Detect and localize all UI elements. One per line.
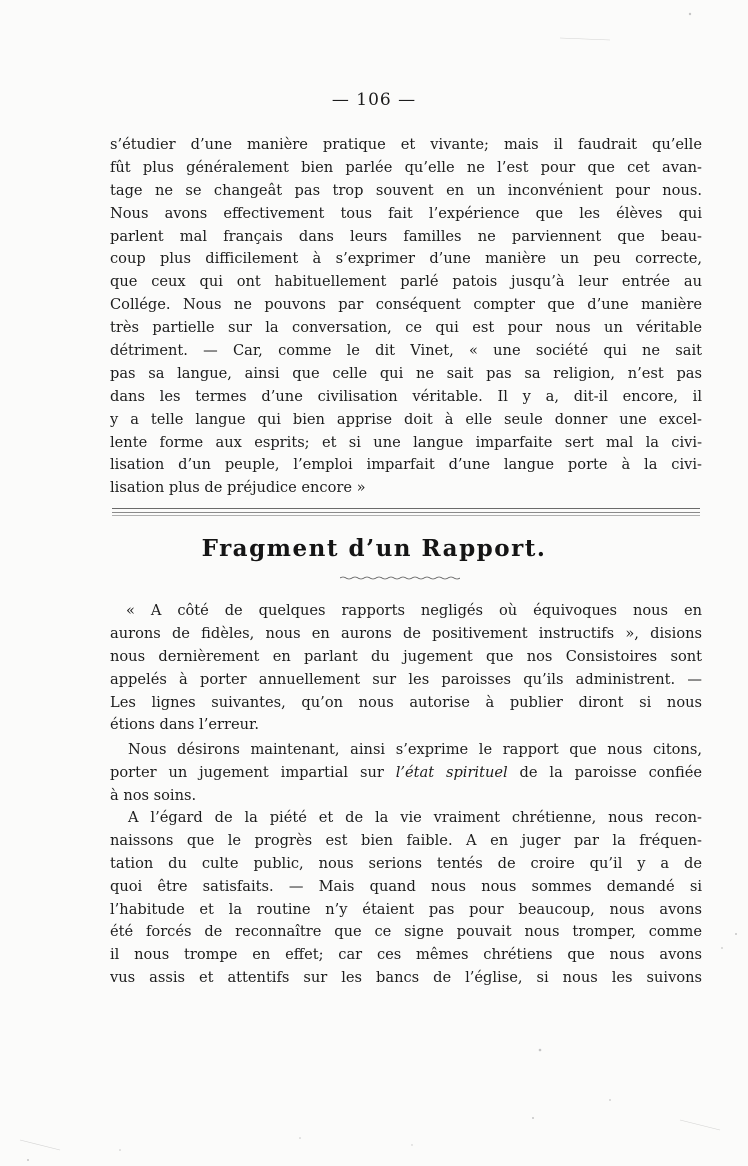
text-line: très partielle sur la conversation, ce qui est pour nous un véritable — [110, 319, 702, 337]
title-ornament — [340, 576, 460, 581]
section-divider — [112, 515, 700, 516]
text-line: dans les termes d’une civilisation véritable. Il y a, dit-il encore, il — [110, 387, 702, 405]
text-line: parlent mal français dans leurs familles ne parviennent que beau- — [110, 227, 702, 245]
text-line: A l’égard de la piété et de la vie vraiment chrétienne, nous recon- — [128, 809, 702, 826]
italic-phrase: l’état spirituel — [395, 763, 508, 781]
paragraph-report-intro — [110, 600, 702, 737]
text-line: vus assis et attentifs sur les bancs de l’église, si nous les suivons — [110, 969, 702, 987]
text-line: été forcés de reconnaître que ce signe pouvait nous tromper, comme — [110, 923, 702, 941]
text-line: l’habitude et la routine n’y étaient pas pour beaucoup, nous avons — [110, 900, 702, 918]
text-line: Collége. Nous ne pouvons par conséquent compter que d’une manière — [110, 296, 702, 314]
text-line: à nos soins. — [110, 786, 197, 804]
section-title: Fragment d’un Rapport. — [201, 535, 547, 562]
text-line: lisation d’un peuple, l’emploi imparfait d’une langue porte à la civi- — [110, 456, 702, 474]
paragraph-language-study — [110, 134, 702, 500]
text-line: que ceux qui ont habituellement parlé patois jusqu’à leur entrée au — [110, 273, 702, 291]
section-divider — [112, 512, 700, 513]
text-line: Les lignes suivantes, qu’on nous autorise à publier diront si nous — [110, 693, 702, 711]
text-segment: porter un jugement impartial sur — [110, 763, 396, 781]
text-line — [110, 762, 702, 785]
text-line: tation du culte public, nous serions tentés de croire qu’il y a de — [110, 854, 702, 872]
text-segment: de la paroisse confiée — [507, 763, 702, 781]
text-line: aurons de fidèles, nous en aurons de positivement instructifs », disions — [110, 624, 702, 642]
text-line: nous dernièrement en parlant du jugement que nos Consistoires sont — [110, 647, 702, 665]
text-line: il nous trompe en effet; car ces mêmes chrétiens que nous avons — [110, 946, 702, 964]
text-line: s’étudier d’une manière pratique et vivante; mais il faudrait qu’elle — [110, 136, 702, 153]
text-line: pas sa langue, ainsi que celle qui ne sait pas sa religion, n’est pas — [110, 364, 702, 382]
text-line: lente forme aux esprits; et si une langue imparfaite sert mal la civi- — [110, 433, 702, 451]
paragraph-piety — [110, 807, 702, 990]
text-line: coup plus difficilement à s’exprimer d’une manière un peu correcte, — [110, 250, 702, 268]
text-line: détriment. — Car, comme le dit Vinet, « une société qui ne sait — [110, 342, 702, 360]
text-line: fût plus généralement bien parlée qu’elle ne l’est pour que cet avan- — [110, 158, 702, 176]
text-line: appelés à porter annuellement sur les paroisses qu’ils administrent. — — [110, 670, 702, 688]
paragraph-report-purpose — [110, 739, 702, 808]
text-line: lisation plus de préjudice encore » — [110, 479, 366, 497]
text-line: Nous désirons maintenant, ainsi s’exprime le rapport que nous citons, — [128, 741, 702, 758]
text-line: étions dans l’erreur. — [110, 716, 259, 734]
text-line: quoi être satisfaits. — Mais quand nous nous sommes demandé si — [110, 877, 702, 895]
text-line: Nous avons effectivement tous fait l’expérience que les élèves qui — [110, 204, 702, 222]
text-line: tage ne se changeât pas trop souvent en un inconvénient pour nous. — [110, 181, 702, 199]
text-line: « A côté de quelques rapports negligés où équivoques nous en — [126, 602, 702, 619]
section-divider — [112, 508, 700, 509]
text-line: naissons que le progrès est bien faible. A en juger par la fréquen- — [110, 831, 702, 849]
text-line: y a telle langue qui bien apprise doit à elle seule donner une excel- — [110, 410, 702, 428]
page-number: — 106 — — [331, 90, 417, 110]
